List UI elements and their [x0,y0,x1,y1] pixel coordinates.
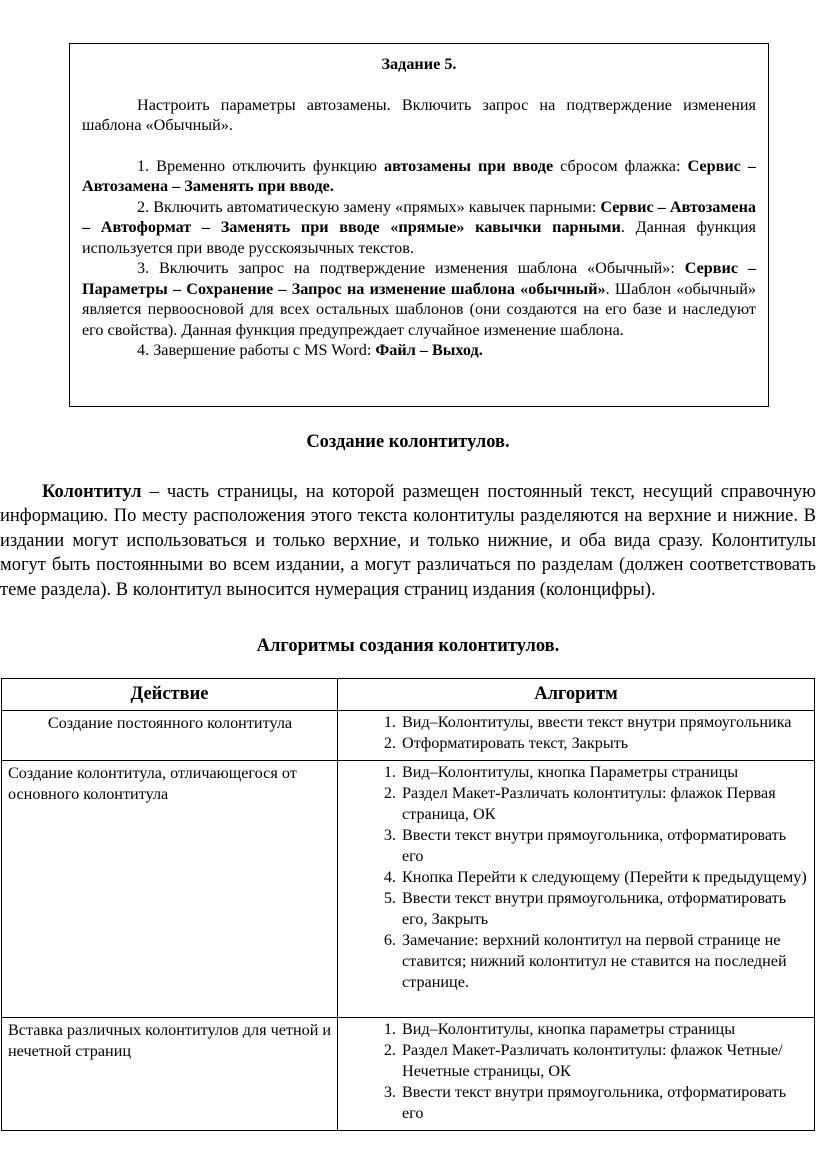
task-step-2 [82,197,756,259]
steps-list [338,1019,810,1124]
task-step-4 [82,340,756,361]
step-text: 4. Завершение работы с MS Word: [137,341,376,359]
intro-term: Колонтитул [42,482,142,502]
list-item: 2. Раздел Макет-Различать колонтитулы: флажок Первая страница, ОК [400,783,810,825]
step-text: 3. Включить запрос на подтверждение изменения шаблона «Обычный»: [137,259,685,277]
step-text: 1. Временно отключить функцию [137,156,384,175]
table-header-row [2,679,815,711]
intro-text: – часть страницы, на которой размещен постоянный текст, несущий справочную информацию. По месту расположения этого текста колонтитулы разделяются на верхние и нижние. В издании могут использоваться и только верхние, и только нижние, и оба вида сразу. Колонтитулы могут быть постоянными во всем издании, а могут различаться по разделам (должен соответствовать теме раздела). В колонтитул выносится нумерация страниц издания (колонцифры). [0,482,816,600]
list-item: 2. Отформатировать текст, Закрыть [400,733,810,754]
table-row [2,711,815,761]
task-intro: Настроить параметры автозамены. Включить запрос на подтверждение изменения шаблона «Обычный». [82,95,756,134]
section-title: Создание колонтитулов. [306,432,510,452]
header-action: Действие [2,679,338,711]
list-item: 3. Ввести текст внутри прямоугольника, отформатировать его [400,1082,810,1124]
task-step-3 [82,258,756,340]
step-text: . Данная функция используется при вводе русскоязычных текстов. [82,218,756,257]
table-row [2,761,815,1018]
algorithm-cell [338,711,815,761]
step-bold: автозамены при вводе [383,156,554,175]
steps-list [338,712,810,754]
task-step-1 [82,156,756,197]
algorithm-cell [338,761,815,1018]
list-item: 3. Ввести текст внутри прямоугольника, отформатировать его [400,825,810,867]
task-title: Задание 5. [381,55,457,73]
list-item: 1. Вид–Колонтитулы, ввести текст внутри прямоугольника [400,712,810,733]
header-algorithm: Алгоритм [338,679,815,711]
step-bold: Файл – Выход. [375,341,483,359]
step-text: . Шаблон «обычный» является первоосновой для всех остальных шаблонов (они создаются на его базе и наследуют его свойства). Данная функция предупреждает случайное изменение шаблона. [82,279,756,339]
step-bold: Сервис – Автозамена – Заменять при вводе. [82,156,756,195]
list-item: 1. Вид–Колонтитулы, кнопка параметры страницы [400,1019,810,1040]
list-item: 6. Замечание: верхний колонтитул на первой странице не ставится; нижний колонтитул не ставится на последней странице. [400,930,810,993]
action-cell: Вставка различных колонтитулов для четной и нечетной страниц [2,1018,338,1131]
intro-paragraph [0,480,816,602]
step-bold: Сервис – Параметры – Сохранение – Запрос на изменение шаблона «обычный» [82,259,756,298]
algorithms-table [1,678,815,1131]
step-text: сбросом флажка: [553,156,688,175]
list-item: 1. Вид–Колонтитулы, кнопка Параметры страницы [400,762,810,783]
algorithms-title: Алгоритмы создания колонтитулов. [256,636,560,656]
action-cell: Создание колонтитула, отличающегося от основного колонтитула [2,761,338,1018]
steps-list [338,762,810,993]
action-cell: Создание постоянного колонтитула [2,711,338,761]
list-item: 4. Кнопка Перейти к следующему (Перейти к предыдущему) [400,867,810,888]
list-item: 5. Ввести текст внутри прямоугольника, отформатировать его, Закрыть [400,888,810,930]
step-text: 2. Включить автоматическую замену «прямых» кавычек парными: [137,197,601,216]
table-row [2,1018,815,1131]
step-bold: Сервис – Автозамена – Автоформат – Заменять при вводе «прямые» кавычки парными [82,197,757,236]
task-box [69,43,769,407]
list-item: 2. Раздел Макет-Различать колонтитулы: флажок Четные/Нечетные страницы, ОК [400,1040,810,1082]
algorithm-cell [338,1018,815,1131]
